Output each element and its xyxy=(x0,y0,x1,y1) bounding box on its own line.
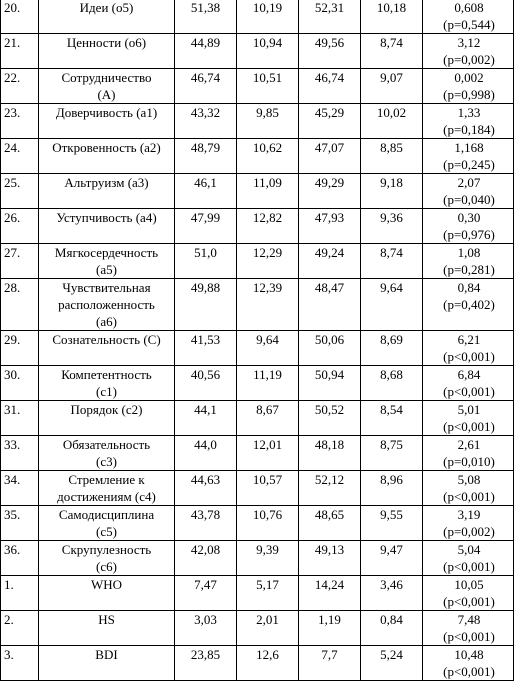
row-number: 24. xyxy=(1,139,39,174)
statistic-value: 5,04 xyxy=(457,542,481,557)
scale-name-line: BDI xyxy=(95,647,118,662)
statistic-value: 10,05 xyxy=(454,577,484,592)
value-s1: 9,85 xyxy=(237,104,299,139)
scale-name-line: (с3) xyxy=(96,454,117,469)
value-m1: 41,53 xyxy=(175,331,237,366)
statistic-value: 0,002 xyxy=(454,70,484,85)
scale-name-line: Ценности (о6) xyxy=(66,35,147,50)
statistic-value: 1,08 xyxy=(457,245,481,260)
scale-name xyxy=(39,139,175,174)
test-statistic xyxy=(423,209,514,244)
value-m2: 47,93 xyxy=(299,209,361,244)
value-m2: 46,74 xyxy=(299,69,361,104)
scale-name xyxy=(39,209,175,244)
table-row xyxy=(1,244,514,279)
value-m2: 48,18 xyxy=(299,436,361,471)
value-m1: 42,08 xyxy=(175,541,237,576)
scale-name xyxy=(39,244,175,279)
scale-name xyxy=(39,104,175,139)
statistic-value: 7,48 xyxy=(457,612,481,627)
statistic-value: 1,168 xyxy=(454,140,484,155)
table-row xyxy=(1,34,514,69)
value-m1: 46,1 xyxy=(175,174,237,209)
table-row xyxy=(1,646,514,681)
p-value: (p<0,001) xyxy=(443,384,495,399)
row-number: 29. xyxy=(1,331,39,366)
p-value: (p<0,001) xyxy=(443,419,495,434)
scale-name-line: (с1) xyxy=(96,384,117,399)
value-s2: 8,74 xyxy=(361,244,423,279)
value-m1: 43,78 xyxy=(175,506,237,541)
value-s2: 10,18 xyxy=(361,0,423,34)
scale-name xyxy=(39,471,175,506)
value-s2: 9,47 xyxy=(361,541,423,576)
value-s2: 8,54 xyxy=(361,401,423,436)
table-row xyxy=(1,506,514,541)
value-s1: 12,82 xyxy=(237,209,299,244)
scale-name xyxy=(39,34,175,69)
scale-name xyxy=(39,436,175,471)
table-row xyxy=(1,139,514,174)
scale-name-line: достижениям (с4) xyxy=(57,489,156,504)
p-value: (p=0,402) xyxy=(443,297,495,312)
value-m2: 52,12 xyxy=(299,471,361,506)
row-number: 1. xyxy=(1,576,39,611)
test-statistic xyxy=(423,244,514,279)
p-value: (p=0,281) xyxy=(443,262,495,277)
value-s2: 8,96 xyxy=(361,471,423,506)
value-s2: 8,74 xyxy=(361,34,423,69)
table-row xyxy=(1,174,514,209)
p-value: (p=0,976) xyxy=(443,227,495,242)
value-m2: 50,52 xyxy=(299,401,361,436)
value-m1: 44,89 xyxy=(175,34,237,69)
test-statistic xyxy=(423,104,514,139)
scale-name-line: Обязательность xyxy=(62,437,151,452)
value-s1: 10,94 xyxy=(237,34,299,69)
scale-name-line: Доверчивость (а1) xyxy=(55,105,158,120)
value-m1: 51,38 xyxy=(175,0,237,34)
p-value: (p=0,245) xyxy=(443,157,495,172)
scale-name xyxy=(39,69,175,104)
value-s1: 12,39 xyxy=(237,279,299,331)
scale-name-line: (с6) xyxy=(96,559,117,574)
value-s1: 2,01 xyxy=(237,611,299,646)
table-row xyxy=(1,279,514,331)
scale-name-line: Стремление к xyxy=(68,472,145,487)
scale-name-line: (с5) xyxy=(96,524,117,539)
statistic-value: 10,48 xyxy=(454,647,484,662)
value-s1: 12,29 xyxy=(237,244,299,279)
table-row xyxy=(1,0,514,34)
value-m1: 7,47 xyxy=(175,576,237,611)
scale-name-line: Чувствительная xyxy=(62,280,151,295)
test-statistic xyxy=(423,506,514,541)
value-m1: 46,74 xyxy=(175,69,237,104)
p-value: (p=0,544) xyxy=(443,17,495,32)
row-number: 23. xyxy=(1,104,39,139)
table-body xyxy=(1,0,514,681)
row-number: 21. xyxy=(1,34,39,69)
scale-name-line: (А) xyxy=(97,87,116,102)
row-number: 27. xyxy=(1,244,39,279)
statistic-value: 0,608 xyxy=(454,0,484,15)
p-value: (p=0,010) xyxy=(443,454,495,469)
value-m2: 45,29 xyxy=(299,104,361,139)
value-m2: 48,65 xyxy=(299,506,361,541)
row-number: 20. xyxy=(1,0,39,34)
p-value: (p<0,001) xyxy=(443,629,495,644)
scale-name-line: Альтруизм (а3) xyxy=(64,175,149,190)
statistic-value: 2,07 xyxy=(457,175,481,190)
test-statistic xyxy=(423,366,514,401)
scale-name xyxy=(39,611,175,646)
scale-name xyxy=(39,646,175,681)
value-s1: 10,51 xyxy=(237,69,299,104)
test-statistic xyxy=(423,611,514,646)
scale-name-line: Уступчивость (а4) xyxy=(56,210,157,225)
table-row xyxy=(1,401,514,436)
row-number: 25. xyxy=(1,174,39,209)
p-value: (p<0,001) xyxy=(443,349,495,364)
p-value: (p=0,040) xyxy=(443,192,495,207)
value-s1: 5,17 xyxy=(237,576,299,611)
value-m2: 49,24 xyxy=(299,244,361,279)
value-m2: 50,06 xyxy=(299,331,361,366)
statistic-value: 0,30 xyxy=(457,210,481,225)
value-m2: 49,29 xyxy=(299,174,361,209)
table-row xyxy=(1,611,514,646)
row-number: 30. xyxy=(1,366,39,401)
row-number: 36. xyxy=(1,541,39,576)
value-s2: 8,69 xyxy=(361,331,423,366)
test-statistic xyxy=(423,646,514,681)
scale-name-line: Самодисциплина xyxy=(58,507,155,522)
value-m1: 40,56 xyxy=(175,366,237,401)
value-s2: 8,68 xyxy=(361,366,423,401)
table-row xyxy=(1,366,514,401)
value-m1: 51,0 xyxy=(175,244,237,279)
test-statistic xyxy=(423,34,514,69)
value-s1: 12,01 xyxy=(237,436,299,471)
row-number: 33. xyxy=(1,436,39,471)
table-row xyxy=(1,576,514,611)
scale-name-line: расположенность xyxy=(58,297,155,312)
value-s2: 0,84 xyxy=(361,611,423,646)
p-value: (p<0,001) xyxy=(443,489,495,504)
value-s1: 10,19 xyxy=(237,0,299,34)
value-m2: 48,47 xyxy=(299,279,361,331)
test-statistic xyxy=(423,401,514,436)
value-m1: 23,85 xyxy=(175,646,237,681)
row-number: 2. xyxy=(1,611,39,646)
test-statistic xyxy=(423,0,514,34)
scale-name-line: Сотрудничество xyxy=(61,70,152,85)
value-m2: 1,19 xyxy=(299,611,361,646)
table-row xyxy=(1,209,514,244)
value-s1: 9,64 xyxy=(237,331,299,366)
scale-name-line: WHO xyxy=(90,577,123,592)
value-s1: 11,19 xyxy=(237,366,299,401)
statistic-value: 3,12 xyxy=(457,35,481,50)
value-m1: 47,99 xyxy=(175,209,237,244)
scale-name xyxy=(39,541,175,576)
value-s1: 11,09 xyxy=(237,174,299,209)
value-m1: 44,1 xyxy=(175,401,237,436)
scale-name xyxy=(39,576,175,611)
p-value: (p=0,002) xyxy=(443,52,495,67)
value-m1: 43,32 xyxy=(175,104,237,139)
table-row xyxy=(1,331,514,366)
value-s2: 8,75 xyxy=(361,436,423,471)
table-row xyxy=(1,471,514,506)
row-number: 3. xyxy=(1,646,39,681)
value-s2: 9,07 xyxy=(361,69,423,104)
scale-name-line: Мягкосердечность xyxy=(54,245,159,260)
value-m2: 7,7 xyxy=(299,646,361,681)
p-value: (p=0,002) xyxy=(443,524,495,539)
row-number: 26. xyxy=(1,209,39,244)
value-s2: 3,46 xyxy=(361,576,423,611)
statistic-value: 1,33 xyxy=(457,105,481,120)
value-m2: 49,56 xyxy=(299,34,361,69)
value-s1: 10,62 xyxy=(237,139,299,174)
scale-name-line: Компетентность xyxy=(61,367,152,382)
scale-name xyxy=(39,331,175,366)
table-row xyxy=(1,436,514,471)
value-s1: 8,67 xyxy=(237,401,299,436)
statistic-value: 0,84 xyxy=(457,280,481,295)
scale-name-line: (а5) xyxy=(96,262,117,277)
test-statistic xyxy=(423,279,514,331)
scale-name xyxy=(39,401,175,436)
scale-name xyxy=(39,279,175,331)
value-s1: 10,57 xyxy=(237,471,299,506)
test-statistic xyxy=(423,139,514,174)
test-statistic xyxy=(423,576,514,611)
value-s2: 10,02 xyxy=(361,104,423,139)
row-number: 35. xyxy=(1,506,39,541)
value-m2: 50,94 xyxy=(299,366,361,401)
value-s1: 10,76 xyxy=(237,506,299,541)
value-m1: 44,0 xyxy=(175,436,237,471)
scale-name-line: HS xyxy=(98,612,115,627)
scale-name-line: (а6) xyxy=(96,314,117,329)
test-statistic xyxy=(423,69,514,104)
scale-name xyxy=(39,174,175,209)
table-row xyxy=(1,541,514,576)
value-m1: 44,63 xyxy=(175,471,237,506)
value-m1: 48,79 xyxy=(175,139,237,174)
p-value: (p<0,001) xyxy=(443,594,495,609)
value-s1: 9,39 xyxy=(237,541,299,576)
value-s2: 8,85 xyxy=(361,139,423,174)
row-number: 31. xyxy=(1,401,39,436)
value-m2: 52,31 xyxy=(299,0,361,34)
value-m2: 47,07 xyxy=(299,139,361,174)
value-m2: 49,13 xyxy=(299,541,361,576)
scale-name xyxy=(39,366,175,401)
value-s1: 12,6 xyxy=(237,646,299,681)
value-m2: 14,24 xyxy=(299,576,361,611)
p-value: (p<0,001) xyxy=(443,664,495,679)
test-statistic xyxy=(423,174,514,209)
p-value: (p=0,184) xyxy=(443,122,495,137)
test-statistic xyxy=(423,436,514,471)
statistic-value: 3,19 xyxy=(457,507,481,522)
test-statistic xyxy=(423,541,514,576)
value-s2: 9,64 xyxy=(361,279,423,331)
value-m1: 49,88 xyxy=(175,279,237,331)
statistic-value: 6,21 xyxy=(457,332,481,347)
test-statistic xyxy=(423,471,514,506)
value-s2: 9,55 xyxy=(361,506,423,541)
p-value: (p<0,001) xyxy=(443,559,495,574)
p-value: (p=0,998) xyxy=(443,87,495,102)
test-statistic xyxy=(423,331,514,366)
row-number: 22. xyxy=(1,69,39,104)
value-m1: 3,03 xyxy=(175,611,237,646)
scale-name xyxy=(39,0,175,34)
scale-name-line: Скрупулезность xyxy=(61,542,152,557)
statistic-value: 2,61 xyxy=(457,437,481,452)
statistic-value: 5,08 xyxy=(457,472,481,487)
value-s2: 9,18 xyxy=(361,174,423,209)
scale-name-line: Откровенность (а2) xyxy=(52,140,161,155)
value-s2: 5,24 xyxy=(361,646,423,681)
statistic-value: 6,84 xyxy=(457,367,481,382)
scale-name xyxy=(39,506,175,541)
row-number: 28. xyxy=(1,279,39,331)
value-s2: 9,36 xyxy=(361,209,423,244)
scale-name-line: Сознательность (С) xyxy=(52,332,161,347)
table-row xyxy=(1,104,514,139)
scale-name-line: Порядок (с2) xyxy=(70,402,143,417)
row-number: 34. xyxy=(1,471,39,506)
statistic-value: 5,01 xyxy=(457,402,481,417)
table-row xyxy=(1,69,514,104)
scale-name-line: Идеи (о5) xyxy=(79,0,134,15)
